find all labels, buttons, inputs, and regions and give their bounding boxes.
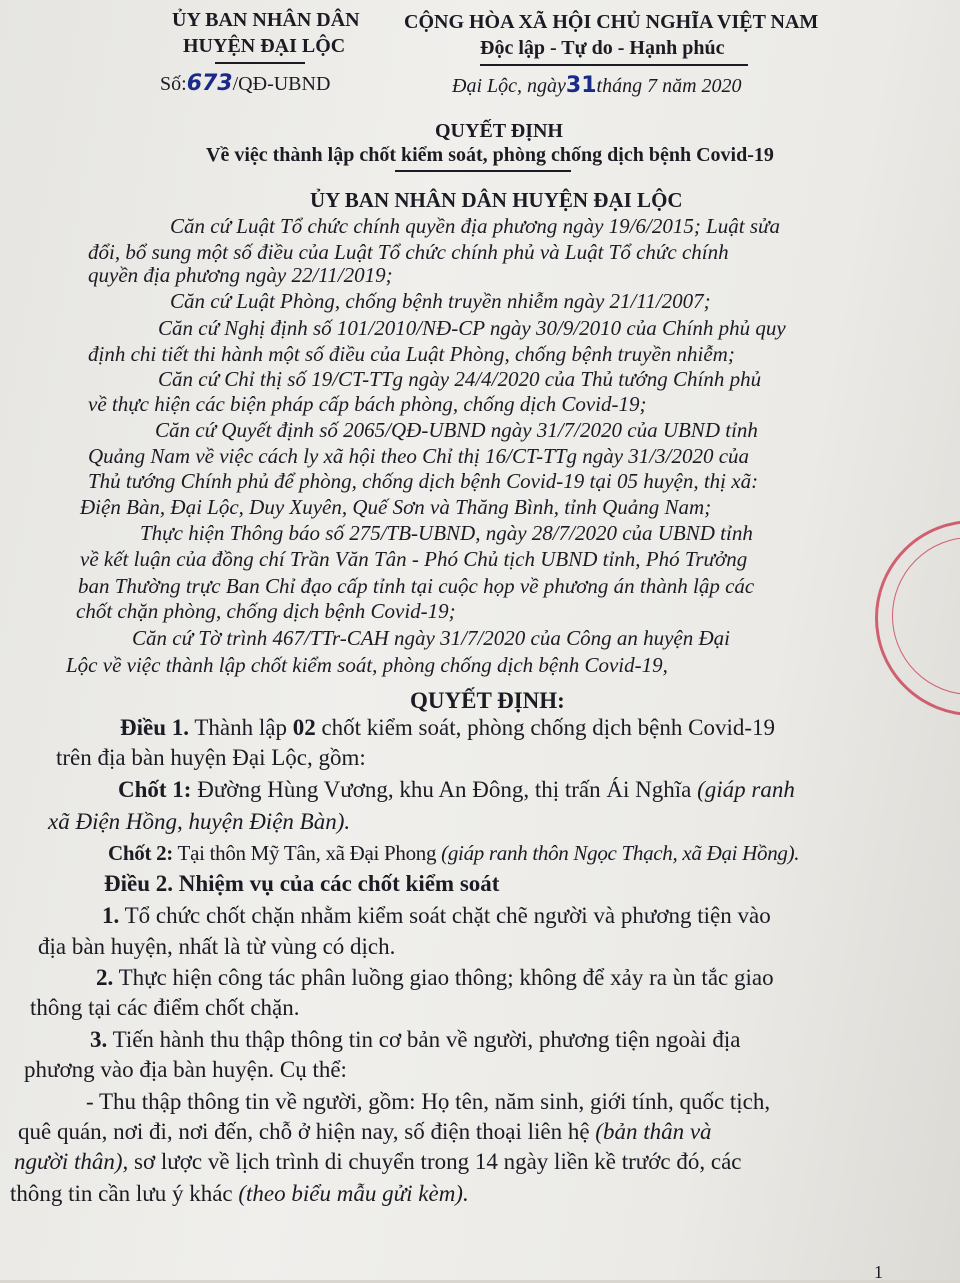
preamble-line: Thực hiện Thông báo số 275/TB-UBND, ngày 28/7/2020 của UBND tỉnh: [140, 521, 753, 545]
date-suffix: tháng 7 năm 2020: [596, 75, 742, 97]
article2-item1-num: 1.: [102, 903, 120, 928]
preamble-line: Căn cứ Luật Tổ chức chính quyền địa phương ngày 19/6/2015; Luật sửa: [170, 214, 780, 238]
bullet-line2: [18, 1120, 712, 1143]
preamble-line: quyền địa phương ngày 22/11/2019;: [88, 263, 393, 287]
article1-line2: trên địa bàn huyện Đại Lộc, gồm:: [56, 745, 366, 770]
preamble-line: về kết luận của đồng chí Trần Văn Tân - Phó Chủ tịch UBND tỉnh, Phó Trưởng: [80, 547, 748, 571]
article2-item2-text: Thực hiện công tác phân luồng giao thông; không để xảy ra ùn tắc giao: [113, 965, 774, 990]
checkpoint1-label: Chốt 1:: [118, 777, 192, 802]
number-prefix: Số:: [160, 73, 187, 95]
bullet-line3-text: sơ lược về lịch trình di chuyển trong 14 ngày liền kề trước đó, các: [128, 1149, 742, 1174]
bullet-line4-text: thông tin cần lưu ý khác: [10, 1181, 239, 1206]
preamble-line: Lộc về việc thành lập chốt kiểm soát, phòng chống dịch bệnh Covid-19,: [66, 653, 668, 677]
nation-line2: Độc lập - Tự do - Hạnh phúc: [480, 37, 725, 59]
preamble-line: Căn cứ Luật Phòng, chống bệnh truyền nhiễm ngày 21/11/2007;: [170, 289, 711, 313]
official-seal: [875, 520, 960, 716]
article2-item3-line2: phương vào địa bàn huyện. Cụ thể:: [24, 1057, 347, 1082]
article2-item2-line2: thông tại các điểm chốt chặn.: [30, 995, 300, 1020]
document-subject: Về việc thành lập chốt kiểm soát, phòng chống dịch bệnh Covid-19: [206, 144, 774, 166]
checkpoint1-text: Đường Hùng Vương, khu An Đông, thị trấn Ái Nghĩa: [191, 777, 698, 802]
date-day-handwritten: 31: [565, 73, 597, 98]
bullet-line3: [14, 1150, 742, 1173]
article1-count: 02: [292, 715, 316, 740]
checkpoint1-note-a: (giáp ranh: [697, 777, 795, 802]
preamble-line: chốt chặn phòng, chống dịch bệnh Covid-19;: [76, 599, 456, 623]
preamble-line: Căn cứ Quyết định số 2065/QĐ-UBND ngày 31/7/2020 của UBND tỉnh: [155, 418, 758, 442]
org-name-line2: HUYỆN ĐẠI LỘC: [183, 35, 346, 57]
number-handwritten: 673: [186, 71, 233, 96]
article2-item1-text: Tổ chức chốt chặn nhằm kiểm soát chặt chẽ người và phương tiện vào: [119, 903, 771, 928]
nation-underline: [480, 64, 748, 66]
article2-item1-line2: địa bàn huyện, nhất là từ vùng có dịch.: [38, 934, 396, 959]
number-suffix: /QĐ-UBND: [232, 73, 331, 95]
bullet-line1: - Thu thập thông tin về người, gồm: Họ tên, năm sinh, giới tính, quốc tịch,: [86, 1089, 771, 1114]
bullet-line4: [10, 1182, 469, 1205]
article2-item1-line1: [102, 904, 771, 927]
org-underline: [215, 62, 305, 64]
article2-item3-num: 3.: [90, 1027, 108, 1052]
article2-item2-line1: [96, 966, 774, 989]
article2-heading: Điều 2. Nhiệm vụ của các chốt kiểm soát: [104, 871, 500, 896]
checkpoint2-text: Tại thôn Mỹ Tân, xã Đại Phong: [172, 841, 442, 865]
preamble-line: Căn cứ Tờ trình 467/TTr-CAH ngày 31/7/2020 của Công an huyện Đại: [132, 626, 730, 650]
document-title: QUYẾT ĐỊNH: [435, 120, 563, 142]
nation-line1: CỘNG HÒA XÃ HỘI CHỦ NGHĨA VIỆT NAM: [404, 11, 819, 33]
preamble-line: Điện Bàn, Đại Lộc, Duy Xuyên, Quế Sơn và Thăng Bình, tỉnh Quảng Nam;: [80, 495, 712, 519]
article2-item3-line1: [90, 1028, 740, 1051]
article1-text-b: chốt kiểm soát, phòng chống dịch bệnh Covid-19: [315, 715, 775, 740]
article1-line1: [120, 716, 775, 739]
checkpoint1-note-b: xã Điện Hồng, huyện Điện Bàn).: [48, 809, 351, 834]
bullet-line2-text: quê quán, nơi đi, nơi đến, chỗ ở hiện nay, số điện thoại liên hệ: [18, 1119, 596, 1144]
org-name-line1: ỦY BAN NHÂN DÂN: [172, 9, 360, 31]
issuing-authority: ỦY BAN NHÂN DÂN HUYỆN ĐẠI LỘC: [310, 188, 683, 212]
preamble-line: Thủ tướng Chính phủ để phòng, chống dịch bệnh Covid-19 tại 05 huyện, thị xã:: [88, 469, 759, 493]
document-date: [452, 75, 742, 97]
date-prefix: Đại Lộc, ngày: [452, 75, 566, 97]
preamble-line: đổi, bổ sung một số điều của Luật Tổ chức chính phủ và Luật Tổ chức chính: [88, 240, 729, 264]
bullet-line3-note: người thân),: [14, 1149, 129, 1174]
article1-label: Điều 1.: [120, 715, 189, 740]
preamble-line: định chi tiết thi hành một số điều của Luật Phòng, chống bệnh truyền nhiễm;: [88, 342, 735, 366]
decision-heading: QUYẾT ĐỊNH:: [410, 688, 565, 713]
article2-item3-text: Tiến hành thu thập thông tin cơ bản về người, phương tiện ngoài địa: [107, 1027, 741, 1052]
preamble-line: Căn cứ Chỉ thị số 19/CT-TTg ngày 24/4/2020 của Thủ tướng Chính phủ: [158, 367, 762, 391]
subject-underline: [395, 170, 571, 172]
preamble-line: Quảng Nam về việc cách ly xã hội theo Chỉ thị 16/CT-TTg ngày 31/3/2020 của: [88, 444, 750, 468]
preamble-line: ban Thường trực Ban Chỉ đạo cấp tỉnh tại cuộc họp về phương án thành lập các: [78, 574, 755, 598]
preamble-line: về thực hiện các biện pháp cấp bách phòng, chống dịch Covid-19;: [88, 392, 647, 416]
article2-item2-num: 2.: [96, 965, 114, 990]
checkpoint2-label: Chốt 2:: [108, 841, 173, 865]
checkpoint2: [108, 843, 799, 864]
checkpoint1: [118, 778, 795, 801]
bullet-line4-note: (theo biểu mẫu gửi kèm).: [238, 1181, 469, 1206]
checkpoint2-note: (giáp ranh thôn Ngọc Thạch, xã Đại Hồng).: [441, 841, 800, 865]
article1-text-a: Thành lập: [189, 715, 293, 740]
bullet-line2-note: (bản thân và: [595, 1119, 712, 1144]
preamble-line: Căn cứ Nghị định số 101/2010/NĐ-CP ngày 30/9/2010 của Chính phủ quy: [158, 316, 786, 340]
page-number: 1: [874, 1262, 883, 1282]
document-number: [160, 73, 330, 95]
